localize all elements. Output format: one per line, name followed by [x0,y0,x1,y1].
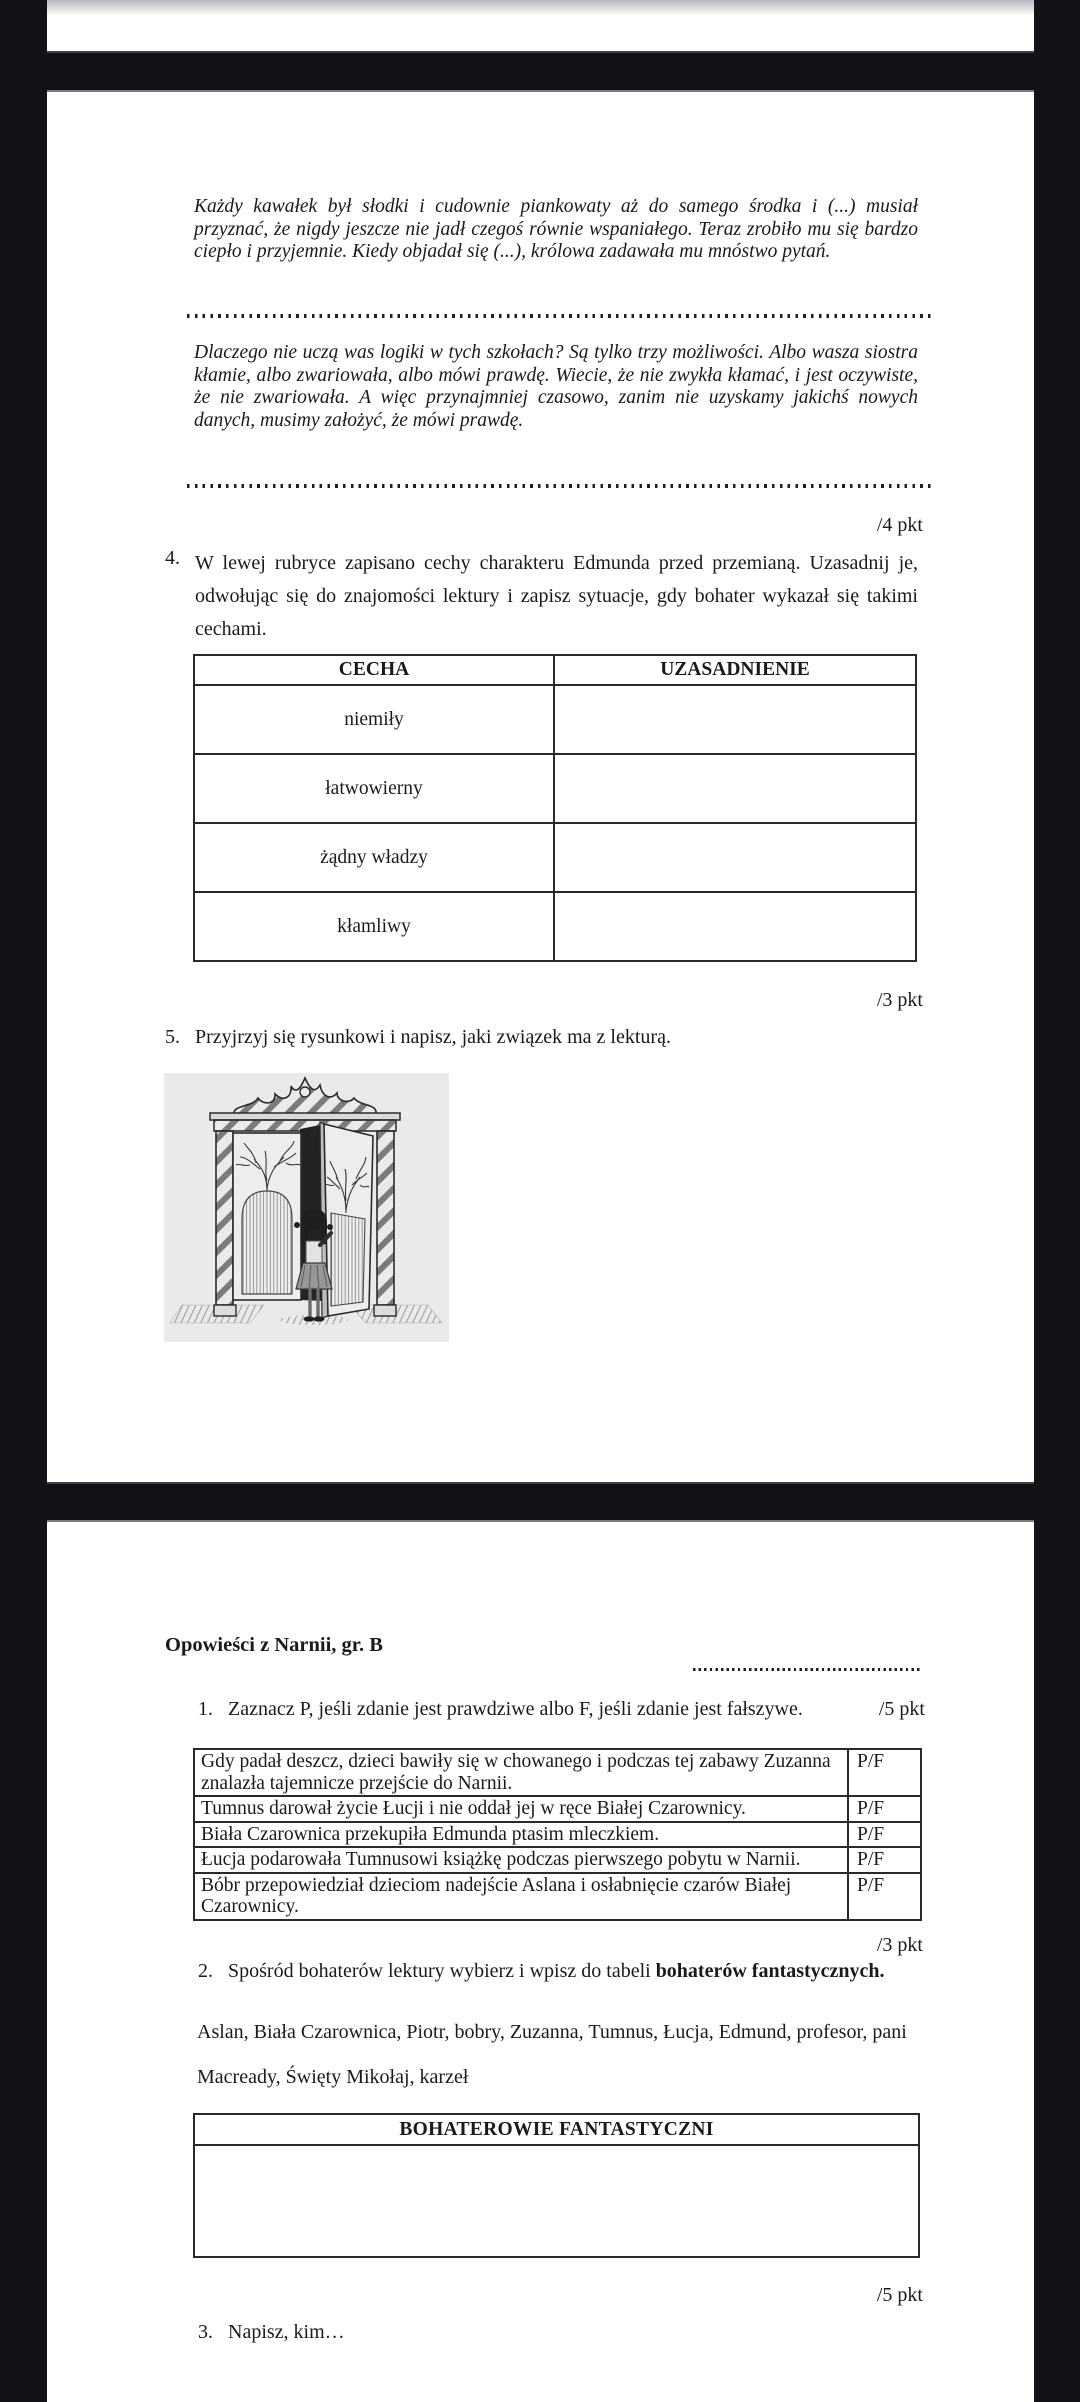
table-row [194,1822,921,1848]
worksheet-title: Opowieści z Narnii, gr. B [165,1634,383,1656]
fantastic-heroes-table [193,2113,920,2258]
question-number: 5. [165,1026,180,1048]
table-row [194,823,916,892]
wardrobe-illustration [164,1073,449,1342]
trait-table [193,654,917,962]
answer-line [187,314,935,318]
question-1 [198,1698,925,1721]
question-text: Zaznacz P, jeśli zdanie jest prawdziwe albo F, jeśli zdanie jest fałszywe. [228,1698,803,1720]
trait-table-header-uzasadnienie: UZASADNIENIE [554,655,916,685]
question-number: 2. [198,1960,213,1982]
question-text: Napisz, kim… [228,2321,345,2343]
name-line [693,1668,920,1671]
table-row [194,892,916,961]
table-row [194,685,916,754]
points-label-5pkt: /5 pkt [878,1698,925,1720]
question-3-clipped [198,2321,925,2344]
question-2 [198,1960,925,1983]
pf-cell: P/F [848,1749,921,1796]
table-row [194,1749,921,1796]
points-label-4pkt: /4 pkt [876,514,923,536]
answer-cell [554,685,916,754]
trait-table-header-cecha: CECHA [194,655,554,685]
table-row [194,2145,919,2257]
points-label-5pkt: /5 pkt [876,2284,923,2306]
character-word-bank: Aslan, Biała Czarownica, Piotr, bobry, Zuzanna, Tumnus, Łucja, Edmund, profesor, pani Macready, Święty Mikołaj, karzeł [197,2021,907,2088]
statement-cell: Biała Czarownica przekupiła Edmunda ptasim mleczkiem. [194,1822,848,1848]
pf-cell: P/F [848,1796,921,1822]
trait-cell: niemiły [194,685,554,754]
document-page-1 [47,92,1034,1482]
previous-page-bottom-edge [47,0,1034,51]
points-label-3pkt: /3 pkt [876,989,923,1011]
fantastic-heroes-header: BOHATEROWIE FANTASTYCZNI [194,2114,919,2145]
document-page-2 [47,1522,1034,2402]
question-5 [165,1026,918,1049]
wardrobe-drawing-svg [164,1073,449,1342]
question-number: 4. [165,547,180,569]
trait-cell: łatwowierny [194,754,554,823]
answer-line [187,484,935,488]
answer-cell [194,2145,919,2257]
question-number: 3. [198,2321,213,2343]
answer-cell [554,892,916,961]
true-false-table [193,1748,922,1921]
statement-cell: Gdy padał deszcz, dzieci bawiły się w chowanego i podczas tej zabawy Zuzanna znalazła tajemnicze przejście do Narnii. [194,1749,848,1796]
quote-paragraph-1: Każdy kawałek był słodki i cudownie piankowaty aż do samego środka i (...) musiał przyznać, że nigdy jeszcze nie jadł czegoś równie wspaniałego. Teraz zrobiło mu się bardzo ciepło i przyjemnie. Kiedy objadał się (...), królowa zadawała mu mnóstwo pytań. [194,196,918,263]
table-row [194,754,916,823]
pf-cell: P/F [848,1847,921,1873]
table-row [194,1847,921,1873]
trait-cell: kłamliwy [194,892,554,961]
pf-cell: P/F [848,1822,921,1848]
question-text: W lewej rubryce zapisano cechy charakteru Edmunda przed przemianą. Uzasadnij je, odwołując się do znajomości lektury i zapisz sytuacje, gdy bohater wykazał się takimi cechami. [195,552,918,640]
answer-cell [554,823,916,892]
pf-cell: P/F [848,1873,921,1920]
statement-cell: Tumnus darował życie Łucji i nie oddał jej w ręce Białej Czarownicy. [194,1796,848,1822]
question-text [228,1960,925,1983]
answer-cell [554,754,916,823]
question-number: 1. [198,1698,213,1720]
points-label-3pkt: /3 pkt [876,1934,923,1956]
question-text: Przyjrzyj się rysunkowi i napisz, jaki związek ma z lekturą. [195,1026,671,1048]
quote-paragraph-2: Dlaczego nie uczą was logiki w tych szkołach? Są tylko trzy możliwości. Albo wasza siostra kłamie, albo zwariowała, albo mówi prawdę. Wiecie, że nie zwykła kłamać, i jest oczywiste, że nie zwariowała. A więc przynajmniej czasowo, zanim nie uzyskamy jakichś nowych danych, musimy założyć, że mówi prawdę. [194,342,918,431]
question-4 [165,547,918,646]
question-text-normal: Spośród bohaterów lektury wybierz i wpisz do tabeli [228,1960,656,1982]
table-row [194,1873,921,1920]
table-row [194,1796,921,1822]
question-text-bold: bohaterów fantastycznych. [655,1960,885,1982]
trait-cell: żądny władzy [194,823,554,892]
statement-cell: Łucja podarowała Tumnusowi książkę podczas pierwszego pobytu w Narnii. [194,1847,848,1873]
statement-cell: Bóbr przepowiedział dzieciom nadejście Aslana i osłabnięcie czarów Białej Czarownicy. [194,1873,848,1920]
